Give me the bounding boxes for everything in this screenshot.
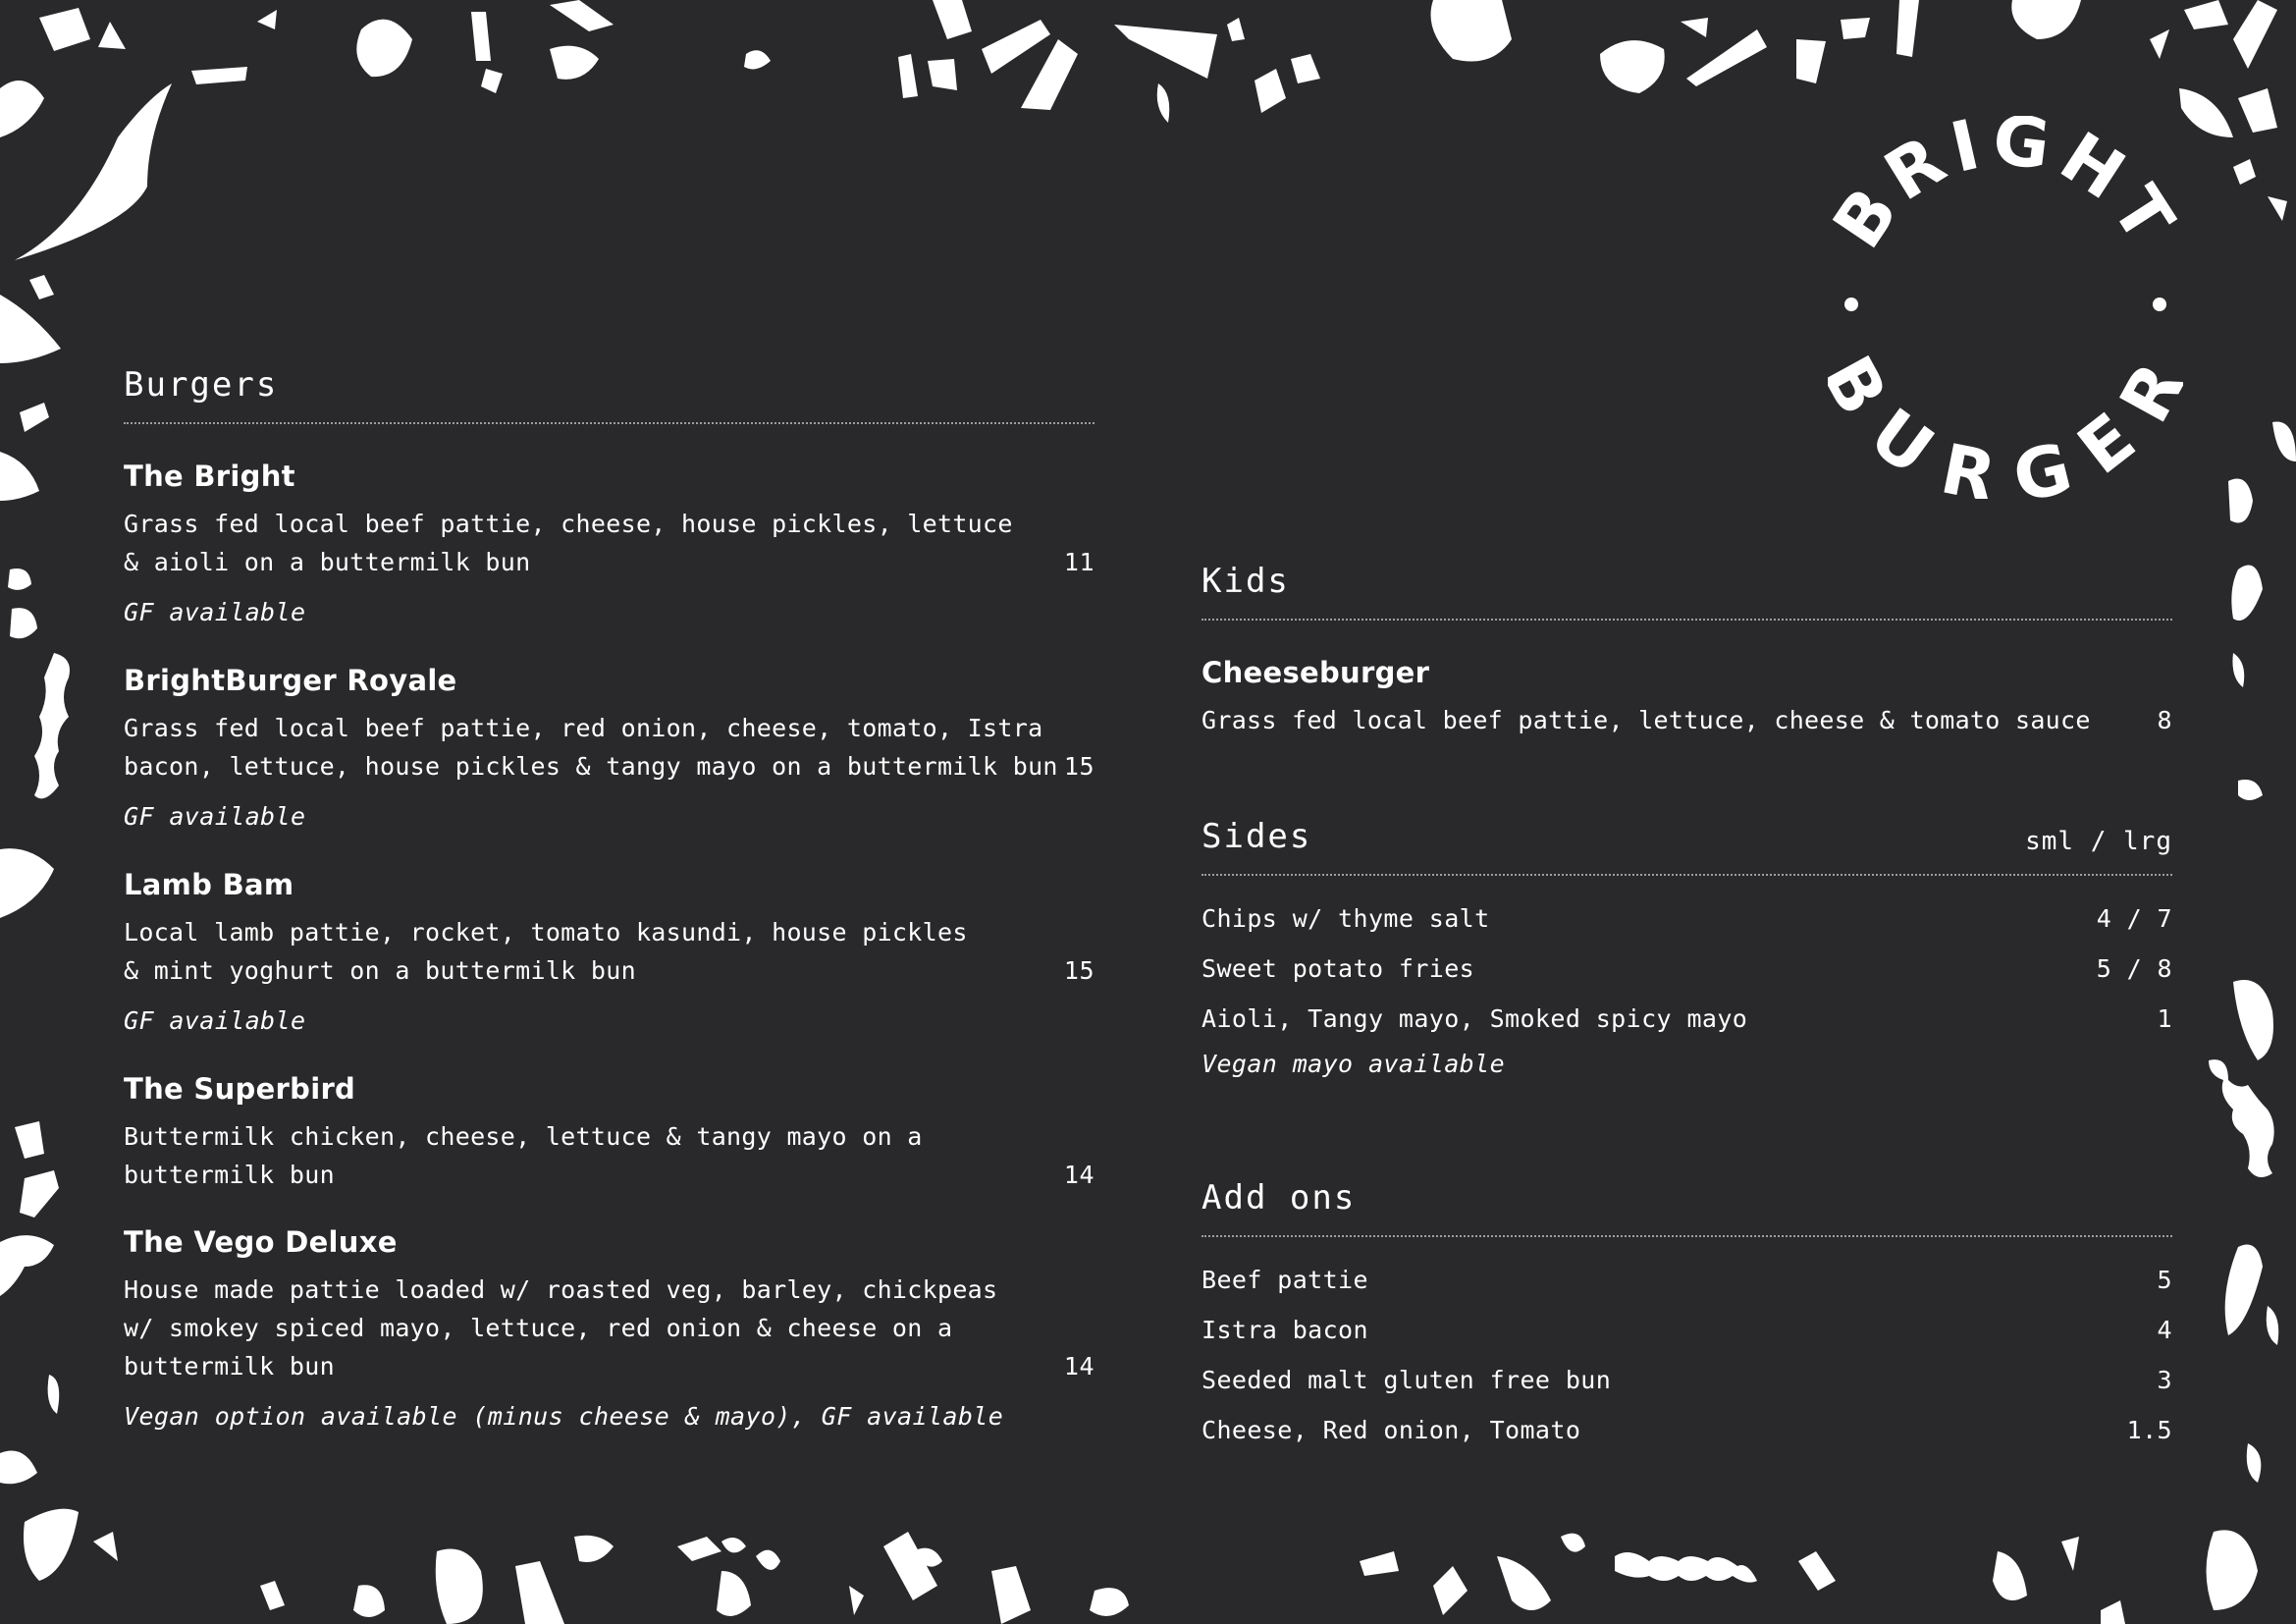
item-row [1201, 701, 2172, 739]
item-price: 14 [1063, 1352, 1095, 1380]
svg-text:BRIGHT [1828, 116, 2183, 262]
item-name: Cheese, Red onion, Tomato [1201, 1416, 1581, 1444]
brand-logo [1828, 116, 2183, 499]
desc-line: Buttermilk chicken, cheese, lettuce & tangy mayo on a [124, 1122, 923, 1151]
burgers-title: Burgers [124, 365, 279, 405]
item-price: 15 [1063, 956, 1095, 985]
desc-line: w/ smokey spiced mayo, lettuce, red onion & cheese on a [124, 1314, 953, 1342]
desc-line: buttermilk bun [124, 1161, 335, 1189]
addons-title: Add ons [1201, 1178, 1357, 1218]
svg-text:BURGER [1828, 343, 2183, 499]
menu-item [124, 460, 1095, 626]
list-item [1201, 1305, 2172, 1355]
desc-line: & aioli on a buttermilk bun [124, 548, 531, 576]
item-row [124, 913, 1095, 990]
item-name: The Bright [124, 460, 295, 493]
item-name: BrightBurger Royale [124, 664, 457, 697]
burgers-section [124, 365, 1095, 1431]
item-name: Lamb Bam [124, 868, 294, 901]
item-name: Cheeseburger [1201, 656, 1430, 689]
item-row [124, 505, 1095, 581]
item-price: 11 [1063, 548, 1095, 576]
sides-note: Vegan mayo available [1201, 1050, 1506, 1078]
item-name: Sweet potato fries [1201, 954, 1475, 983]
item-name: Chips w/ thyme salt [1201, 904, 1490, 933]
item-description: Grass fed local beef pattie, lettuce, cheese & tomato sauce [1201, 706, 2091, 734]
item-price: 5 [2157, 1266, 2172, 1294]
menu-item [1201, 656, 2172, 739]
item-name: Beef pattie [1201, 1266, 1368, 1294]
logo-dot-left [1844, 298, 1858, 311]
list-item [1201, 893, 2172, 944]
list-item [1201, 994, 2172, 1044]
item-description [124, 709, 1058, 785]
desc-line: Local lamb pattie, rocket, tomato kasundi, house pickles [124, 918, 968, 947]
item-description [124, 505, 1013, 581]
item-price: 1 [2157, 1004, 2172, 1033]
item-note: GF available [124, 1006, 306, 1035]
logo-dot-right [2153, 298, 2166, 311]
item-name: Seeded malt gluten free bun [1201, 1366, 1612, 1394]
desc-line: Grass fed local beef pattie, cheese, house pickles, lettuce [124, 510, 1013, 538]
logo-text-top: RIGH [1871, 116, 2146, 220]
desc-line: Grass fed local beef pattie, red onion, cheese, tomato, Istra [124, 714, 1043, 742]
item-price: 3 [2157, 1366, 2172, 1394]
menu-item [124, 664, 1095, 831]
desc-line: buttermilk bun [124, 1352, 335, 1380]
list-item [1201, 944, 2172, 994]
item-name: The Superbird [124, 1072, 356, 1106]
size-label: sml / lrg [2025, 827, 2172, 856]
sides-title: Sides [1201, 817, 1312, 856]
item-price: 15 [1063, 752, 1095, 781]
list-item [1201, 1355, 2172, 1405]
addons-section [1201, 1178, 2172, 1455]
kids-section [1201, 562, 2172, 739]
desc-line: House made pattie loaded w/ roasted veg, barley, chickpeas [124, 1275, 998, 1304]
list-item [1201, 1405, 2172, 1455]
item-price: 8 [2157, 706, 2172, 734]
kids-header [1201, 562, 2172, 621]
list-item [1201, 1255, 2172, 1305]
item-price: 5 / 8 [2096, 954, 2172, 983]
item-note: GF available [124, 598, 306, 626]
menu-item [124, 1225, 1095, 1431]
burgers-header [124, 365, 1095, 424]
item-price: 1.5 [2126, 1416, 2172, 1444]
item-price: 14 [1063, 1161, 1095, 1189]
item-row [124, 1117, 1095, 1194]
desc-line: bacon, lettuce, house pickles & tangy mayo on a buttermilk bun [124, 752, 1058, 781]
addons-header [1201, 1178, 2172, 1237]
sides-section [1201, 817, 2172, 1078]
item-price: 4 [2157, 1316, 2172, 1344]
item-description [124, 1271, 997, 1385]
sides-header [1201, 817, 2172, 876]
item-description [124, 1117, 923, 1194]
item-note: Vegan option available (minus cheese & mayo), GF available [124, 1402, 1004, 1431]
desc-line: & mint yoghurt on a buttermilk bun [124, 956, 636, 985]
item-description [124, 913, 968, 990]
item-row [124, 709, 1095, 785]
item-name: Aioli, Tangy mayo, Smoked spicy mayo [1201, 1004, 1748, 1033]
item-row [124, 1271, 1095, 1385]
item-name: Istra bacon [1201, 1316, 1368, 1344]
item-name: The Vego Deluxe [124, 1225, 398, 1259]
item-note: GF available [124, 802, 306, 831]
menu-item [124, 868, 1095, 1035]
item-price: 4 / 7 [2096, 904, 2172, 933]
menu-item [124, 1072, 1095, 1194]
logo-text-bottom: URGE [1855, 392, 2157, 499]
kids-title: Kids [1201, 562, 1290, 601]
